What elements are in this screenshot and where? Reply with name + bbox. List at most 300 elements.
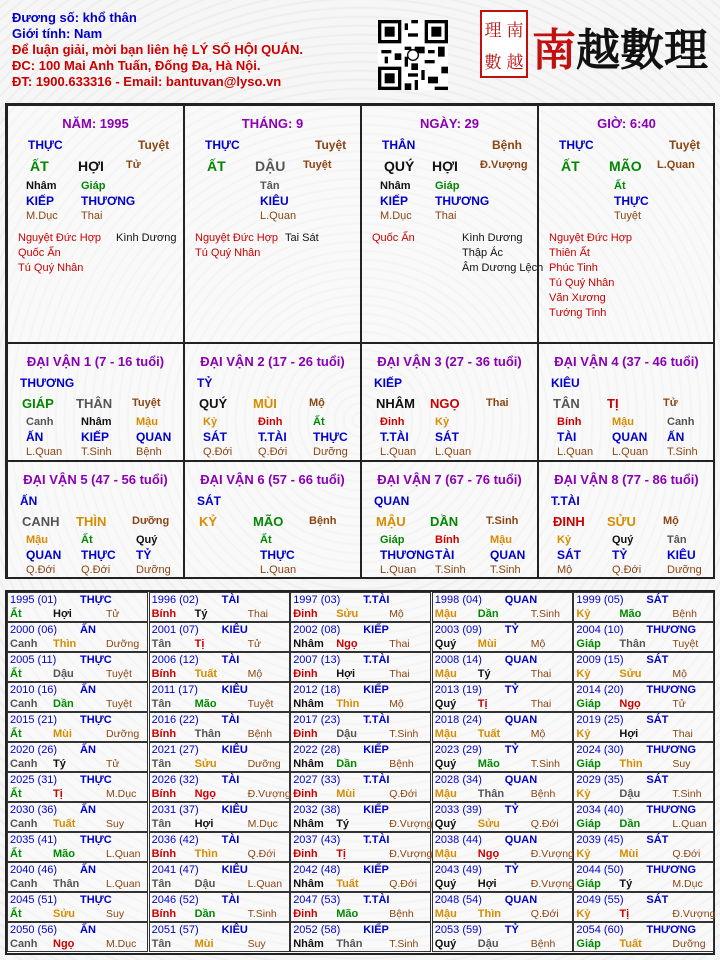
year-label: 2044 (50) <box>576 864 624 876</box>
hidden-life: Thai <box>81 210 103 222</box>
year-chi: Ngọ <box>53 938 75 950</box>
year-can: Tân <box>151 758 172 770</box>
dai-van-title: ĐẠI VẬN 1 (7 - 16 tuổi) <box>26 354 165 369</box>
year-god: T.TÀI <box>363 834 390 846</box>
year-chi: Sửu <box>477 818 500 830</box>
hidden-can: Giáp <box>435 180 460 192</box>
year-god: SÁT <box>646 774 669 786</box>
dai-van-hidden-can: Nhâm <box>81 416 112 428</box>
year-can: Đinh <box>293 788 318 800</box>
hidden-can: Giáp <box>81 180 106 192</box>
star-left: Quốc Ấn <box>372 232 415 244</box>
year-label: 2048 (54) <box>434 894 482 906</box>
year-label: 2024 (30) <box>576 744 624 756</box>
year-chi: Mão <box>194 698 217 710</box>
year-cell <box>432 892 573 922</box>
year-cell <box>573 922 714 952</box>
year-god: TÀI <box>221 894 240 906</box>
hidden-can: Tân <box>260 180 280 192</box>
logo-seal: 理 南 數 越 <box>480 10 528 78</box>
year-cell <box>149 742 290 772</box>
year-chi: Tuất <box>336 878 359 890</box>
dai-van-hidden-life: Dưỡng <box>667 564 702 576</box>
year-label: 1995 (01) <box>10 594 58 606</box>
year-can: Giáp <box>576 818 601 830</box>
year-cell <box>149 922 290 952</box>
year-can: Kỷ <box>576 848 591 860</box>
hidden-god: KIẾP <box>26 194 55 208</box>
year-cell <box>290 862 431 892</box>
year-god: ẤN <box>80 804 96 816</box>
year-cell <box>7 712 148 742</box>
year-cell <box>573 832 714 862</box>
year-can: Tân <box>151 638 172 650</box>
dai-van-hidden-can: Bính <box>557 416 582 428</box>
year-cell <box>149 802 290 832</box>
dai-van-cell <box>361 461 538 579</box>
year-chi: Tý <box>619 878 633 890</box>
year-chi: Tị <box>194 638 205 650</box>
year-can: Giáp <box>576 698 601 710</box>
dai-van-hidden-god: TỶ <box>136 548 152 562</box>
star-left: Tướng Tinh <box>549 307 607 319</box>
year-life: Tử <box>106 608 120 620</box>
year-cell <box>432 832 573 862</box>
year-chi: Mùi <box>477 638 497 650</box>
year-can: Kỷ <box>576 908 591 920</box>
pillar-chi: HỢI <box>78 158 104 174</box>
year-can: Mậu <box>434 788 457 800</box>
contact-note: Để luận giải, mời bạn liên hệ LÝ SỐ HỘI QUÁN. <box>12 42 303 57</box>
year-life: Thai <box>389 668 410 680</box>
year-cell <box>149 832 290 862</box>
year-cell <box>432 622 573 652</box>
year-label: 2009 (15) <box>576 654 624 666</box>
year-life: L.Quan <box>672 818 707 830</box>
year-cell <box>573 892 714 922</box>
year-chi: Hợi <box>619 728 639 740</box>
year-chi: Dậu <box>477 938 499 950</box>
logo-text: 南 越 數 理 <box>532 25 708 76</box>
pillar-chi-life: Đ.Vượng <box>480 159 528 171</box>
dai-van-can: QUÝ <box>199 396 228 411</box>
dai-van-hidden-can: Đinh <box>258 416 283 428</box>
dai-van-hidden-can: Tân <box>667 534 687 546</box>
year-cell <box>573 652 714 682</box>
year-god: ẤN <box>80 744 96 756</box>
dai-van-life: Bệnh <box>309 515 337 527</box>
year-life: Bệnh <box>530 938 556 950</box>
dai-van-hidden-life: L.Quan <box>26 446 63 458</box>
dai-van-hidden-life: L.Quan <box>557 446 594 458</box>
year-label: 1996 (02) <box>151 594 199 606</box>
year-cell <box>432 652 573 682</box>
pillar-top-god: THÂN <box>382 138 416 152</box>
year-chi: Dần <box>619 818 641 830</box>
year-chi: Hợi <box>53 608 72 620</box>
pillar-cell <box>538 105 715 343</box>
pillar-title: GIỜ: 6:40 <box>597 116 656 131</box>
logo <box>480 10 710 80</box>
year-label: 2040 (46) <box>10 864 58 876</box>
year-chi: Mùi <box>336 788 356 800</box>
year-can: Canh <box>10 638 38 650</box>
year-god: TÀI <box>221 714 240 726</box>
pillar-title: NGÀY: 29 <box>420 116 479 131</box>
dai-van-hidden-life: L.Quan <box>612 446 649 458</box>
dai-van-god: T.TÀI <box>551 494 580 508</box>
year-can: Ất <box>10 728 22 740</box>
year-cell <box>432 772 573 802</box>
pillar-chi-life: Tử <box>126 159 141 171</box>
year-can: Quý <box>434 878 457 890</box>
dai-van-hidden-god: KIẾP <box>81 430 110 444</box>
year-life: Q.Đới <box>389 788 418 800</box>
year-chi: Ngọ <box>194 788 216 800</box>
year-cell <box>290 892 431 922</box>
year-label: 2000 (06) <box>10 624 58 636</box>
year-can: Kỷ <box>576 608 591 620</box>
year-life: Tuyệt <box>672 638 699 650</box>
year-chi: Dậu <box>619 788 641 800</box>
dai-van-hidden-can: Ất <box>260 534 272 546</box>
dai-van-hidden-god: QUAN <box>26 548 62 562</box>
year-cell <box>149 862 290 892</box>
year-chi: Dần <box>336 758 357 770</box>
year-life: Bệnh <box>672 608 697 620</box>
year-life: T.Sinh <box>247 908 277 920</box>
year-life: Q.Đới <box>389 878 418 890</box>
year-label: 2030 (36) <box>10 804 58 816</box>
hidden-life: M.Dục <box>26 210 58 222</box>
year-can: Đinh <box>293 728 318 740</box>
year-chi: Dậu <box>194 878 216 890</box>
year-chi: Tuất <box>194 668 217 680</box>
dai-van-hidden-god: QUAN <box>490 548 526 562</box>
year-chi: Tý <box>477 668 491 680</box>
dai-van-god: KIÊU <box>551 376 580 390</box>
year-cell <box>432 682 573 712</box>
star-right: Kình Dương <box>462 232 523 244</box>
year-label: 2053 (59) <box>434 924 482 936</box>
pillar-chi-life: L.Quan <box>657 159 695 171</box>
year-chi: Thân <box>336 938 363 950</box>
year-life: Q.Đới <box>247 848 276 860</box>
year-cell <box>7 772 148 802</box>
qr-code-icon <box>378 20 448 90</box>
hidden-god: KIÊU <box>260 194 289 208</box>
year-chi: Dậu <box>336 728 357 740</box>
year-label: 2023 (29) <box>434 744 482 756</box>
dai-van-chi: SỬU <box>607 514 636 529</box>
year-chi: Sửu <box>619 668 642 680</box>
dai-van-cell <box>7 461 184 579</box>
year-can: Bính <box>151 788 177 800</box>
pillar-can: ẤT <box>561 158 580 174</box>
header-info <box>12 10 303 90</box>
year-life: Đ.Vượng <box>389 848 433 860</box>
year-cell <box>7 892 148 922</box>
year-god: T.TÀI <box>363 594 390 606</box>
year-label: 2012 (18) <box>293 684 341 696</box>
year-label: 2007 (13) <box>293 654 341 666</box>
pillar-chi: HỢI <box>432 158 458 174</box>
year-chi: Mão <box>53 848 75 860</box>
year-life: Suy <box>247 938 266 950</box>
year-chi: Tị <box>619 908 630 920</box>
year-god: T.TÀI <box>363 714 390 726</box>
year-life: Đ.Vượng <box>530 848 574 860</box>
dai-van-hidden-life: L.Quan <box>380 446 417 458</box>
year-label: 2018 (24) <box>434 714 482 726</box>
year-cell <box>432 592 573 622</box>
year-cell <box>149 622 290 652</box>
year-can: Quý <box>434 938 457 950</box>
year-can: Bính <box>151 728 177 740</box>
year-label: 2031 (37) <box>151 804 199 816</box>
year-can: Mậu <box>434 668 457 680</box>
year-cell <box>290 742 431 772</box>
year-god: KIÊU <box>221 744 248 756</box>
year-can: Đinh <box>293 608 318 620</box>
star-left: Tú Quý Nhân <box>18 262 84 274</box>
year-label: 2032 (38) <box>293 804 341 816</box>
year-god: ẤN <box>80 624 96 636</box>
year-god: QUAN <box>504 894 538 906</box>
year-chi: Mão <box>619 608 642 620</box>
year-god: THỰC <box>80 714 112 726</box>
dai-van-hidden-god: SÁT <box>203 430 227 444</box>
year-god: TỶ <box>504 624 519 636</box>
dai-van-hidden-god: ẤN <box>26 430 44 444</box>
year-life: L.Quan <box>106 878 141 890</box>
dai-van-chi: MÃO <box>253 514 284 529</box>
pillar-top-life: Tuyệt <box>315 138 347 152</box>
star-left: Quốc Ấn <box>18 247 61 259</box>
year-can: Đinh <box>293 908 318 920</box>
year-label: 2043 (49) <box>434 864 482 876</box>
year-chi: Thân <box>477 788 505 800</box>
year-god: THƯƠNG <box>646 624 697 636</box>
year-cell <box>432 802 573 832</box>
dai-van-hidden-life: T.Sinh <box>81 446 112 458</box>
year-can: Canh <box>10 698 38 710</box>
hidden-can: Ất <box>614 180 626 192</box>
year-god: THƯƠNG <box>646 744 697 756</box>
year-life: T.Sinh <box>389 728 419 740</box>
hidden-can: Nhâm <box>26 180 57 192</box>
year-life: Thai <box>672 728 693 740</box>
pillar-top-god: THỰC <box>205 138 240 152</box>
dai-van-hidden-god: T.TÀI <box>258 430 287 444</box>
pillar-cell <box>7 105 184 343</box>
year-label: 2014 (20) <box>576 684 624 696</box>
year-life: L.Quan <box>106 848 141 860</box>
year-can: Quý <box>434 818 457 830</box>
dai-van-hidden-god: THỰC <box>81 548 116 562</box>
year-god: TỶ <box>504 804 519 816</box>
dai-van-hidden-life: T.Sinh <box>667 446 698 458</box>
dai-van-chi: NGỌ <box>430 396 460 411</box>
year-god: QUAN <box>504 834 538 846</box>
year-can: Giáp <box>576 638 601 650</box>
year-label: 2046 (52) <box>151 894 199 906</box>
dai-van-god: ẤN <box>20 494 38 508</box>
dai-van-cell <box>538 343 715 461</box>
year-label: 2022 (28) <box>293 744 341 756</box>
year-can: Giáp <box>576 878 601 890</box>
hidden-god: THƯƠNG <box>81 194 136 208</box>
dai-van-life: Dưỡng <box>132 515 170 527</box>
dai-van-can: ĐINH <box>553 514 585 529</box>
dai-van-hidden-can: Canh <box>26 416 54 428</box>
year-cell <box>7 682 148 712</box>
year-god: TỶ <box>504 924 519 936</box>
year-god: TỶ <box>504 684 519 696</box>
hidden-life: Thai <box>435 210 457 222</box>
year-life: Q.Đới <box>672 848 701 860</box>
year-chi: Tý <box>194 608 208 620</box>
year-god: QUAN <box>504 774 538 786</box>
year-label: 2021 (27) <box>151 744 199 756</box>
dai-van-chi: THÌN <box>76 514 107 529</box>
year-god: TÀI <box>221 774 240 786</box>
year-label: 2020 (26) <box>10 744 58 756</box>
year-cell <box>7 652 148 682</box>
year-god: KIẾP <box>363 924 389 936</box>
year-can: Tân <box>151 818 172 830</box>
pillar-top-god: THỰC <box>28 138 63 152</box>
year-can: Canh <box>10 818 38 830</box>
year-life: M.Dục <box>106 938 137 950</box>
year-god: ẤN <box>80 684 96 696</box>
year-god: KIẾP <box>363 684 389 696</box>
year-cell <box>149 682 290 712</box>
gender: Giới tính: Nam <box>12 26 103 41</box>
year-can: Ất <box>10 848 22 860</box>
year-god: SÁT <box>646 834 669 846</box>
dai-van-hidden-can: Mậu <box>490 534 512 546</box>
dai-van-cell <box>361 343 538 461</box>
pillar-can: QUÝ <box>384 158 415 174</box>
year-label: 2019 (25) <box>576 714 624 726</box>
year-chi: Tý <box>336 818 350 830</box>
dai-van-can: GIÁP <box>22 396 54 411</box>
year-life: T.Sinh <box>530 608 560 620</box>
dai-van-hidden-god: T.TÀI <box>380 430 409 444</box>
year-god: THỰC <box>80 834 112 846</box>
year-chi: Tuất <box>619 938 642 950</box>
year-chi: Mùi <box>194 938 214 950</box>
dai-van-hidden-can: Kỷ <box>435 416 450 428</box>
year-label: 2001 (07) <box>151 624 199 636</box>
year-god: THỰC <box>80 594 112 606</box>
year-life: Đ.Vượng <box>672 908 716 920</box>
year-can: Ất <box>10 668 22 680</box>
year-cell <box>290 592 431 622</box>
hidden-can: Nhâm <box>380 180 411 192</box>
year-label: 2047 (53) <box>293 894 341 906</box>
year-can: Kỷ <box>576 668 591 680</box>
year-label: 2035 (41) <box>10 834 58 846</box>
star-left: Tú Quý Nhân <box>549 277 615 289</box>
year-life: Tử <box>106 758 120 770</box>
year-chi: Tị <box>477 698 488 710</box>
year-life: Bệnh <box>530 788 556 800</box>
year-label: 2049 (55) <box>576 894 624 906</box>
dai-van-hidden-can: Canh <box>667 416 695 428</box>
year-label: 2013 (19) <box>434 684 482 696</box>
year-chi: Sửu <box>336 608 359 620</box>
year-chi: Mùi <box>53 728 72 740</box>
hidden-life: M.Dục <box>380 210 412 222</box>
year-cell <box>573 682 714 712</box>
year-can: Nhâm <box>293 938 324 950</box>
year-cell <box>7 592 148 622</box>
pillar-cell <box>361 105 544 343</box>
star-left: Tú Quý Nhân <box>195 247 261 259</box>
pillar-chi-life: Tuyệt <box>303 159 332 171</box>
year-life: Thai <box>530 698 552 710</box>
year-label: 2039 (45) <box>576 834 624 846</box>
year-god: ẤN <box>80 924 96 936</box>
year-god: KIẾP <box>363 804 389 816</box>
year-cell <box>290 682 431 712</box>
year-cell <box>7 922 148 952</box>
year-can: Đinh <box>293 668 318 680</box>
year-chi: Thân <box>619 638 646 650</box>
year-label: 2016 (22) <box>151 714 199 726</box>
year-label: 2050 (56) <box>10 924 58 936</box>
hidden-god: KIẾP <box>380 194 409 208</box>
year-life: Dưỡng <box>247 758 281 770</box>
dai-van-hidden-god: SÁT <box>557 548 581 562</box>
dai-van-title: ĐẠI VẬN 7 (67 - 76 tuổi) <box>377 472 522 487</box>
year-label: 2052 (58) <box>293 924 341 936</box>
year-cell <box>290 922 431 952</box>
year-god: KIÊU <box>221 864 248 876</box>
star-right: Thập Ác <box>462 247 503 259</box>
pillar-top-life: Bệnh <box>492 138 522 152</box>
year-can: Nhâm <box>293 698 324 710</box>
year-chi: Ngọ <box>619 698 641 710</box>
dai-van-hidden-god: QUAN <box>136 430 172 444</box>
year-can: Mậu <box>434 848 457 860</box>
owner-name: Đương số: khổ thân <box>12 10 137 25</box>
year-label: 2051 (57) <box>151 924 199 936</box>
dai-van-life: Tuyệt <box>132 397 161 409</box>
dai-van-hidden-life: L.Quan <box>260 564 297 576</box>
year-cell <box>7 802 148 832</box>
year-label: 2008 (14) <box>434 654 482 666</box>
year-god: T.TÀI <box>363 894 390 906</box>
year-cell <box>149 652 290 682</box>
year-chi: Thìn <box>619 758 643 770</box>
year-life: M.Dục <box>247 818 278 830</box>
year-cell <box>7 862 148 892</box>
dai-van-can: NHÂM <box>376 396 415 411</box>
year-life: Thai <box>247 608 269 620</box>
year-cell <box>432 922 573 952</box>
dai-van-hidden-life: T.Sinh <box>435 564 466 576</box>
year-god: TỶ <box>504 864 519 876</box>
dai-van-god: KIẾP <box>374 376 403 390</box>
year-label: 2028 (34) <box>434 774 482 786</box>
star-left: Nguyệt Đức Hợp <box>549 232 633 244</box>
year-chi: Dần <box>53 698 74 710</box>
year-cell <box>573 622 714 652</box>
dai-van-hidden-life: L.Quan <box>435 446 472 458</box>
